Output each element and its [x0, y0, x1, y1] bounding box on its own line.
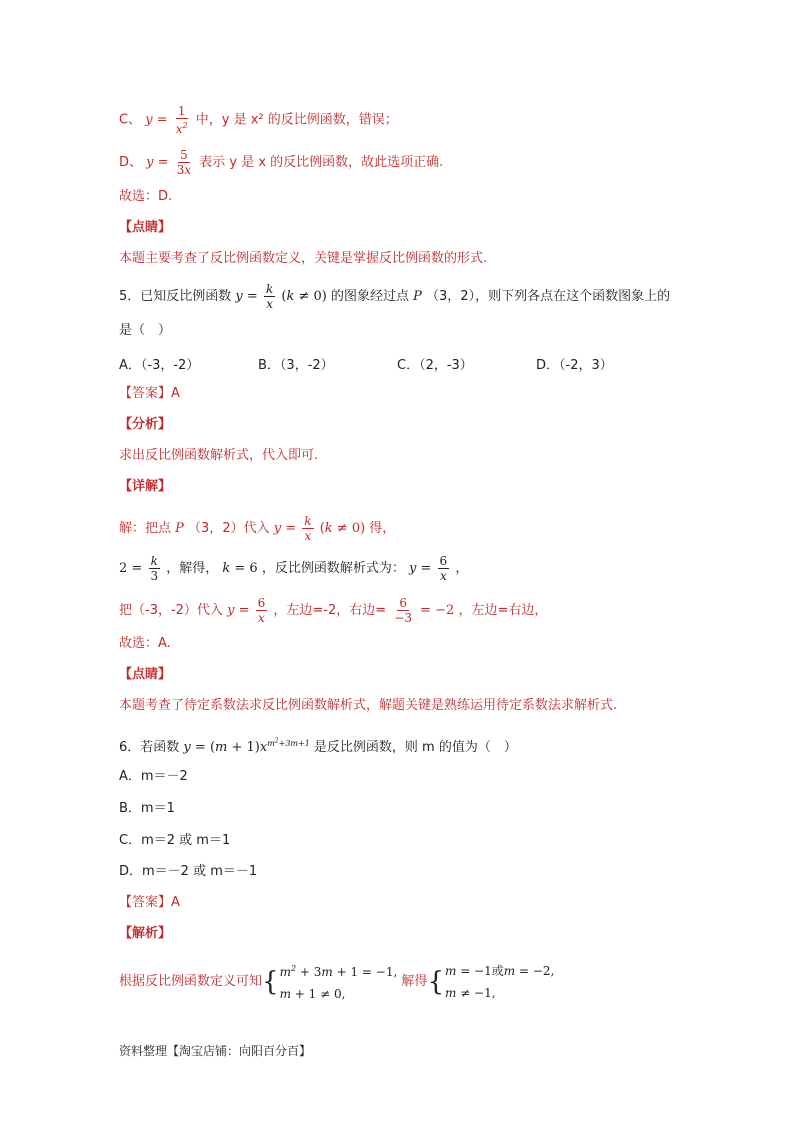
footer-note: 资料整理【淘宝店铺：向阳百分百】: [119, 1044, 312, 1058]
option-c-suffix: 中，y 是 x² 的反比例函数，错误；: [195, 112, 398, 128]
fraction-k-over-x-2: $\frac{k}{x}$: [304, 514, 312, 543]
equation-system-2: { m = −1或m = −2, m ≠ −1,: [427, 963, 555, 1000]
point-p-label: P: [413, 289, 422, 304]
q5-detail-line-3: 把（-3，-2）代入 y = $\frac{6}{x}$ ，左边=-2，右边= $\frac{6}{-3}$ = −2 ，左边=右边，: [119, 596, 548, 625]
fraction-6-over-x: $\frac{6}{x}$: [439, 554, 448, 583]
q5-detail-1c: 得，: [369, 521, 396, 536]
q5-answer: 【答案】A: [119, 386, 180, 401]
fraction-k-over-3: $\frac{k}{3}$: [150, 554, 159, 583]
q6-stem-a: 6．若函数: [119, 739, 180, 755]
q6-option-c: C．m＝2 或 m＝1: [119, 833, 231, 848]
q5-detail-heading: 【详解】: [119, 479, 172, 494]
q5-analysis-heading: 【分析】: [119, 417, 172, 432]
q5-stem-a: 5．已知反比例函数: [119, 289, 232, 304]
fraction-6-over-x-2: $\frac{6}{x}$: [257, 596, 266, 625]
q5-detail-2a: ，解得，: [166, 561, 219, 576]
q5-comment-text: 本题考查了待定系数法求反比例函数解析式，解题关键是熟练运用待定系数法求解析式.: [119, 698, 618, 713]
q6-option-b: B．m＝1: [119, 801, 175, 816]
q5-option-c: C．（2，-3）: [397, 358, 473, 373]
q6-answer: 【答案】A: [119, 895, 180, 910]
fraction-5-over-3x: $\frac{5}{3x}$: [176, 148, 192, 177]
q5-detail-1b: （3，2）代入: [188, 521, 270, 536]
option-c-line: C、 y = $\frac{1}{x^2}$ 中，y 是 x² 的反比例函数，错误；: [119, 104, 398, 136]
q5-option-b: B．（3，-2）: [258, 358, 334, 373]
option-d-suffix: 表示 y 是 x 的反比例函数，故此选项正确.: [199, 155, 444, 170]
option-c-prefix: C、: [119, 112, 142, 128]
q6-stem-b: 是反比例函数，则 m 的值为（ ）: [313, 739, 517, 755]
q4-choose: 故选：D.: [119, 189, 173, 204]
q6-analysis-a: 根据反比例函数定义可知: [119, 974, 263, 989]
q5-detail-line-2: 2 = $\frac{k}{3}$ ，解得， k = 6 ，反比例函数解析式为： y = $\frac{6}{x}$ ，: [119, 554, 469, 583]
q5-detail-2b: ，反比例函数解析式为：: [261, 561, 405, 576]
option-d-prefix: D、: [119, 155, 143, 170]
equation-system-1: { $m^2 + 3m + 1 = -1$, m + 1 ≠ 0,: [262, 964, 398, 1001]
q5-stem-b: 的图象经过点: [330, 289, 409, 304]
q5-detail-3a: 把（-3，-2）代入: [119, 603, 223, 618]
q5-detail-line-1: 解：把点 P （3，2）代入 y = $\frac{k}{x}$ (k ≠ 0) 得，: [119, 514, 396, 543]
q5-detail-3c: ，左边=右边，: [458, 603, 548, 618]
q4-comment-text: 本题主要考查了反比例函数定义，关键是掌握反比例函数的形式.: [119, 251, 488, 266]
q4-comment-heading: 【点睛】: [119, 220, 172, 235]
q5-choose: 故选：A.: [119, 636, 171, 651]
q6-analysis-b: 解得: [401, 974, 428, 989]
q6-analysis-heading: 【解析】: [119, 926, 172, 941]
q6-option-a: A．m＝－2: [119, 769, 188, 784]
q6-analysis-line: [119, 958, 554, 1005]
q5-stem-c: （3，2），则下列各点在这个函数图象上的: [426, 289, 671, 304]
q6-stem: 6．若函数 $y = (m + 1)x^{m^2+3m+1}$ 是反比例函数，则 m 的值为（ ）: [119, 737, 517, 755]
q5-analysis-text: 求出反比例函数解析式，代入即可.: [119, 448, 319, 463]
q6-option-d: D．m＝－2 或 m＝－1: [119, 864, 258, 879]
point-p-label-2: P: [175, 521, 184, 536]
q5-stem: 5．已知反比例函数 y = $\frac{k}{x}$ (k ≠ 0) 的图象经过点 P （3，2），则下列各点在这个函数图象上的: [119, 282, 671, 311]
option-d-line: D、 y = $\frac{5}{3x}$ 表示 y 是 x 的反比例函数，故此选项正确.: [119, 148, 444, 177]
q5-detail-1a: 解：把点: [119, 521, 172, 536]
fraction-6-over-neg3: $\frac{6}{-3}$: [394, 596, 412, 625]
q5-detail-3b: ，左边=-2，右边=: [273, 603, 387, 618]
q5-option-a: A．（-3，-2）: [119, 358, 200, 373]
fraction-1-over-x2: $\frac{1}{x^2}$: [175, 104, 188, 136]
q5-stem-end: 是（ ）: [119, 323, 172, 338]
q5-option-d: D．（-2，3）: [536, 358, 613, 373]
q5-comment-heading: 【点睛】: [119, 667, 172, 682]
fraction-k-over-x: $\frac{k}{x}$: [265, 282, 274, 311]
